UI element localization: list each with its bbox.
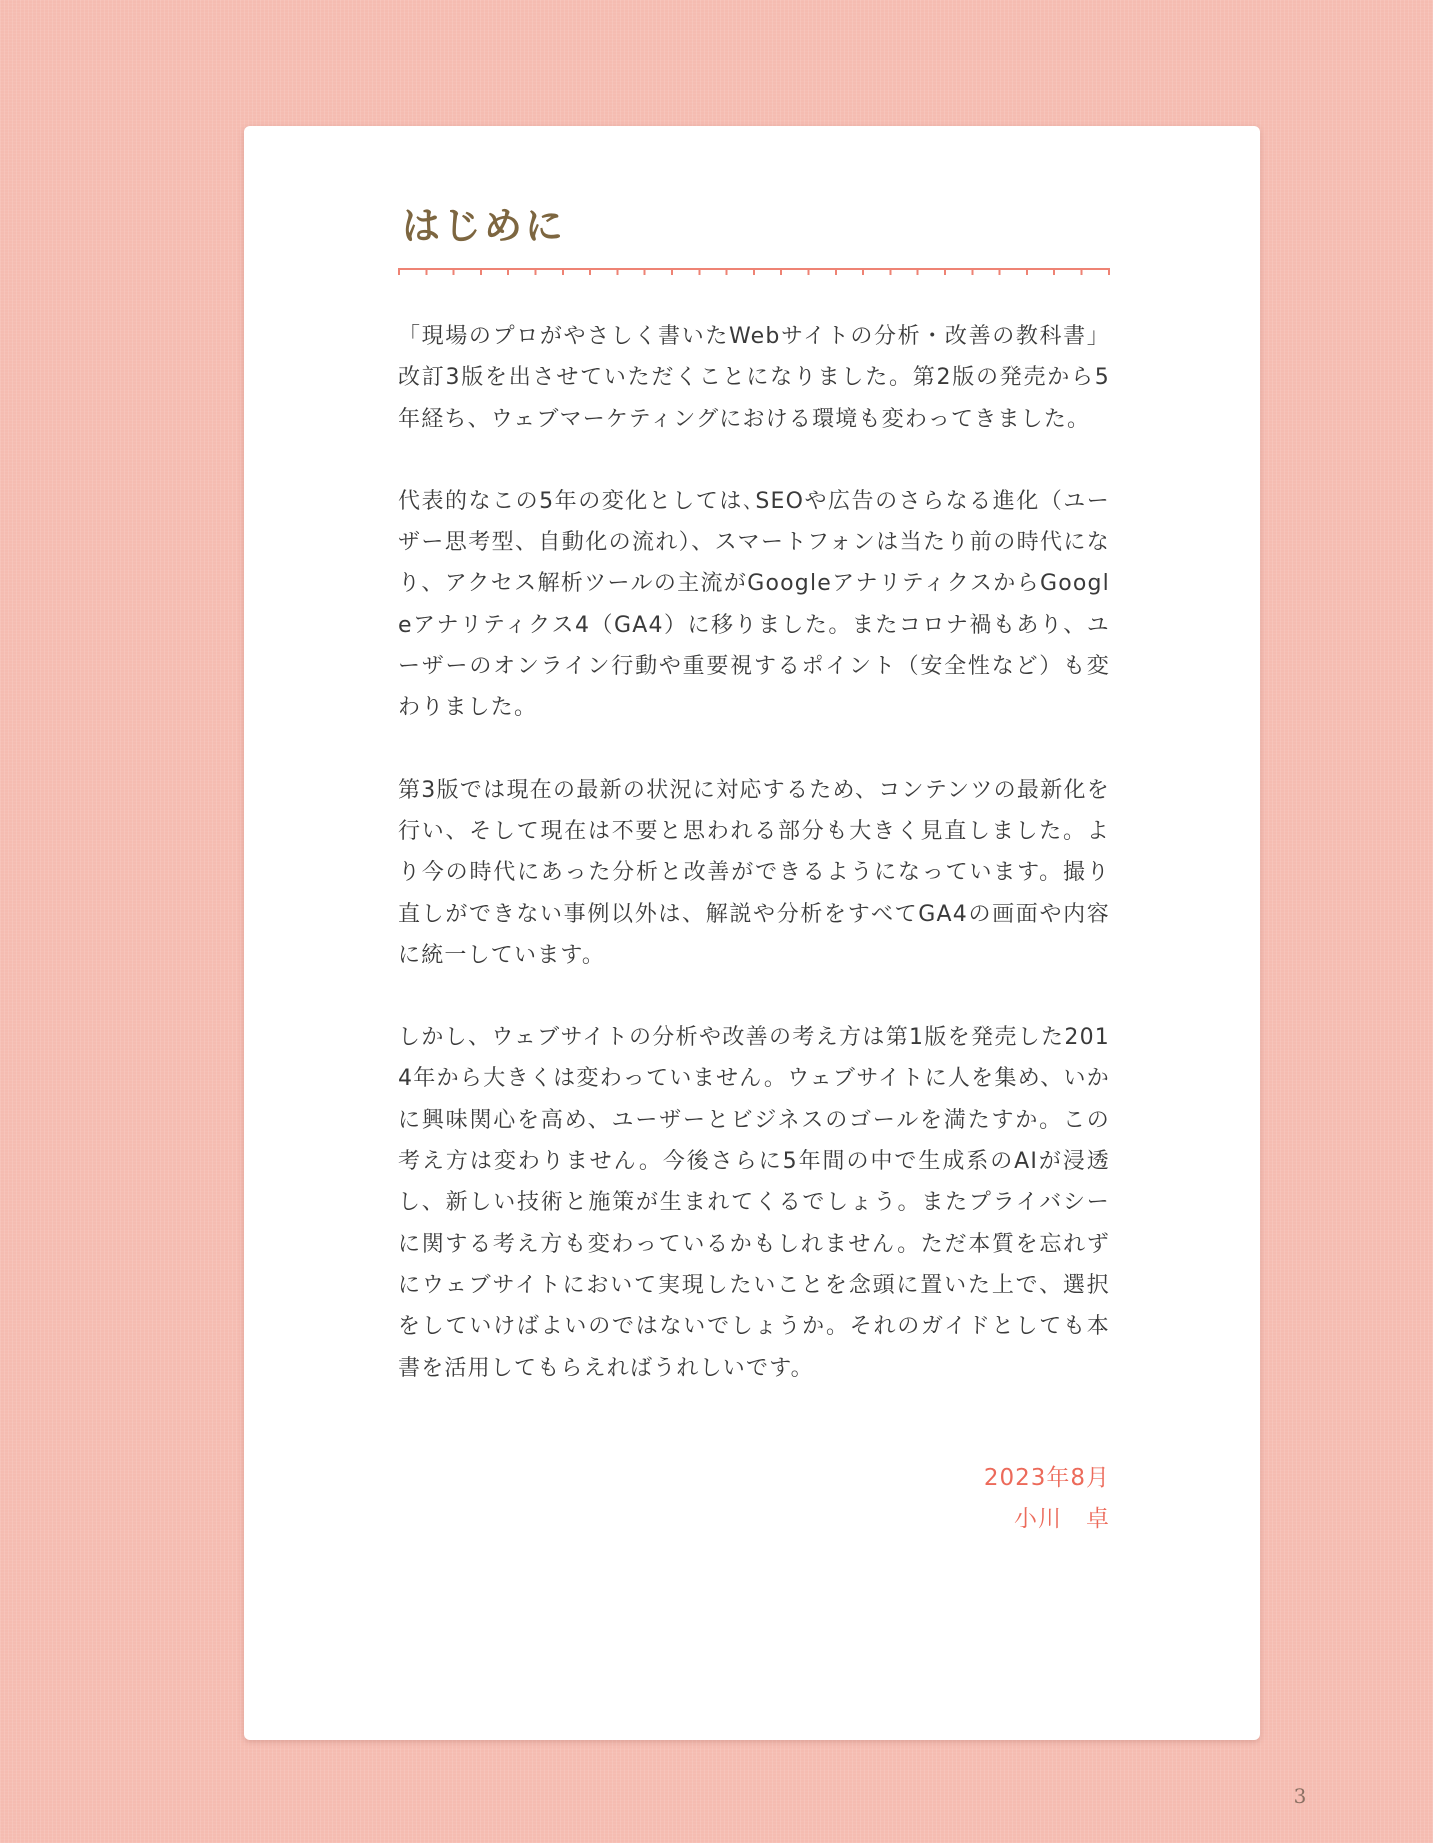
signature <box>398 1458 1110 1540</box>
title-underline-ticks <box>398 270 1110 275</box>
paragraph-1: 「現場のプロがやさしく書いたWebサイトの分析・改善の教科書」改訂3版を出させていただくことになりました。第2版の発売から5年経ち、ウェブマーケティングにおける環境も変わってきました。 <box>398 324 1110 432</box>
page-content <box>398 196 1110 1540</box>
body-text <box>398 316 1110 1389</box>
page-number: 3 <box>1293 1784 1307 1808</box>
paragraph-4: しかし、ウェブサイトの分析や改善の考え方は第1版を発売した2014年から大きくは変わっていません。ウェブサイトに人を集め、いかに興味関心を高め、ユーザーとビジネスのゴールを満たすか。この考え方は変わりません。今後さらに5年間の中で生成系のAIが浸透し、新しい技術と施策が生まれてくるでしょう。またプライバシーに関する考え方も変わっているかもしれません。ただ本質を忘れずにウェブサイトにおいて実現したいことを念頭に置いた上で、選択をしていけばよいのではないでしょうか。それのガイドとしても本書を活用してもらえればうれしいです。 <box>398 1025 1110 1381</box>
signature-date: 2023年8月 <box>983 1464 1110 1491</box>
signature-author: 小川 卓 <box>1014 1505 1110 1532</box>
page-title: はじめに <box>402 204 567 248</box>
paragraph-2: 代表的なこの5年の変化としては､SEOや広告のさらなる進化（ユーザー思考型、自動化の流れ）、スマートフォンは当たり前の時代になり、アクセス解析ツールの主流がGoogleアナリティクスからGoogleアナリティクス4（GA4）に移りました。またコロナ禍もあり、ユーザーのオンライン行動や重要視するポイント（安全性など）も変わりました。 <box>398 488 1110 721</box>
paragraph-3: 第3版では現在の最新の状況に対応するため、コンテンツの最新化を行い、そして現在は不要と思われる部分も大きく見直しました。より今の時代にあった分析と改善ができるようになっています。撮り直しができない事例以外は、解説や分析をすべてGA4の画面や内容に統一しています。 <box>398 777 1110 968</box>
page-card <box>244 126 1260 1740</box>
title-underline <box>398 268 1110 278</box>
